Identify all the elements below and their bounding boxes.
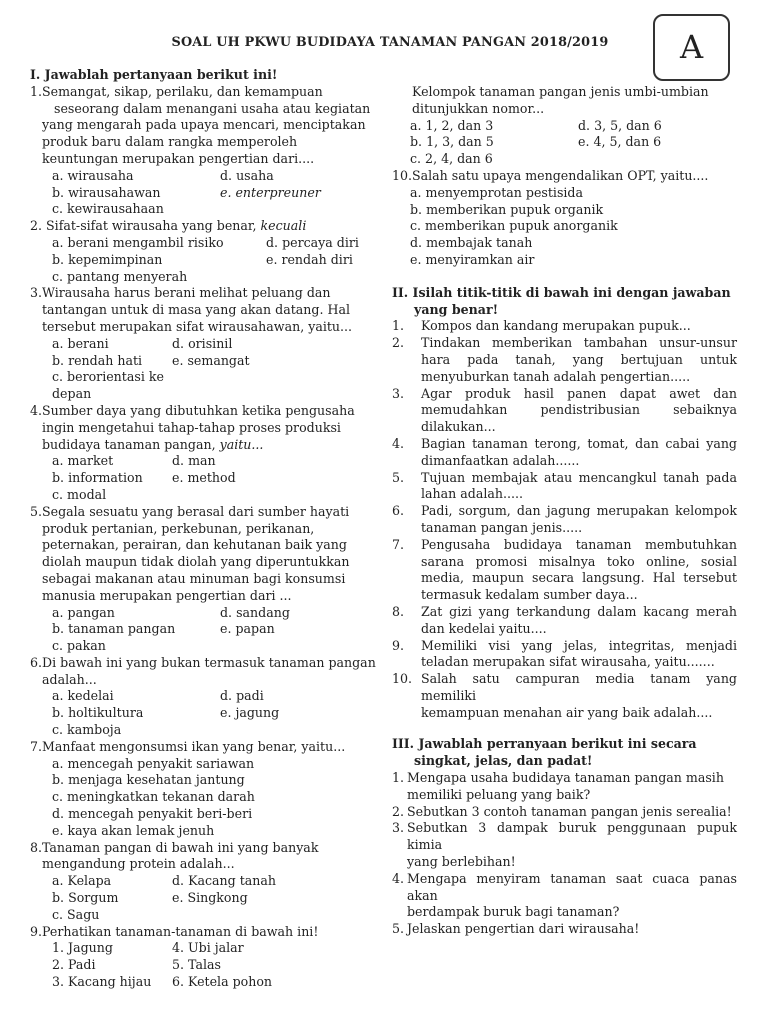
option: 4. Ubi jalar xyxy=(172,940,244,956)
question-line: keuntungan merupakan pengertian dari.... xyxy=(42,150,315,166)
answer-options xyxy=(30,688,384,738)
question-10 xyxy=(392,168,737,185)
item-number: 3. xyxy=(392,385,405,401)
list-item xyxy=(392,921,737,938)
question-number: 3. xyxy=(30,285,43,301)
question-line: tantangan untuk di masa yang akan datang. Hal xyxy=(42,302,350,318)
option: e. papan xyxy=(220,621,275,637)
question-line: seseorang dalam menangani usaha atau kegiatan xyxy=(54,100,371,116)
question-number: 6. xyxy=(30,654,43,670)
item-line: yang berlebihan! xyxy=(407,854,516,870)
list-item xyxy=(392,671,737,721)
question-italic: kecuali xyxy=(260,218,307,234)
item-text xyxy=(407,804,737,821)
option: a. berani xyxy=(52,335,109,351)
left-column xyxy=(30,67,384,991)
question-line: sebagai makanan atau minuman bagi konsumsi xyxy=(42,570,346,586)
item-text xyxy=(407,820,737,870)
option: e. method xyxy=(172,470,236,486)
question-line: Manfaat mengonsumsi ikan yang benar, yaitu... xyxy=(42,738,346,754)
item-number: 2. xyxy=(392,803,405,819)
question-line: Semangat, sikap, perilaku, dan kemampuan xyxy=(42,83,323,99)
question-number: 7. xyxy=(30,738,43,754)
option: a. 1, 2, dan 3 xyxy=(410,117,494,133)
section-2-heading: II. Isilah titik-titik di bawah ini dengan jawaban xyxy=(392,284,731,300)
list-item xyxy=(392,604,737,638)
variant-box: A xyxy=(653,14,730,81)
item-text xyxy=(421,335,737,385)
option: a. pangan xyxy=(52,604,115,620)
question-1 xyxy=(30,84,384,168)
item-line: Pengusaha budidaya tanaman membutuhkan xyxy=(421,536,737,552)
item-text xyxy=(407,921,737,938)
question-line: mengandung protein adalah... xyxy=(42,856,235,872)
question-line: ditunjukkan nomor... xyxy=(412,100,545,116)
section-3-heading: III. Jawablah perranyaan berikut ini secara xyxy=(392,736,697,752)
item-line: Sebutkan 3 dampak buruk penggunaan pupuk kimia xyxy=(407,820,737,853)
list-item xyxy=(392,804,737,821)
option: b. menjaga kesehatan jantung xyxy=(52,772,245,788)
item-line: hara pada tanah, yang bertujuan untuk xyxy=(421,351,737,367)
option: d. sandang xyxy=(220,604,290,620)
item-line: Kompos dan kandang merupakan pupuk... xyxy=(421,318,691,334)
item-number: 3. xyxy=(392,820,405,836)
question-9-continued xyxy=(392,84,737,118)
item-line: Zat gizi yang terkandung dalam kacang merah xyxy=(421,603,737,619)
list-item xyxy=(392,871,737,921)
item-number: 4. xyxy=(392,435,405,451)
option: d. usaha xyxy=(220,167,274,183)
question-8 xyxy=(30,840,384,874)
item-number: 6. xyxy=(392,503,405,519)
option: b. 1, 3, dan 5 xyxy=(410,134,494,150)
option: c. kamboja xyxy=(52,722,122,738)
option: b. Sorgum xyxy=(52,890,119,906)
question-line: peternakan, perairan, dan kehutanan baik yang xyxy=(42,537,347,553)
option: b. kepemimpinan xyxy=(52,251,163,267)
list-item xyxy=(392,537,737,604)
option: d. orisinil xyxy=(172,335,233,351)
item-line: berdampak buruk bagi tanaman? xyxy=(407,904,620,920)
option: b. wirausahawan xyxy=(52,184,161,200)
question-3 xyxy=(30,285,384,335)
option: c. Sagu xyxy=(52,906,100,922)
option: b. information xyxy=(52,470,143,486)
item-number: 2. xyxy=(392,335,405,351)
option: b. memberikan pupuk organik xyxy=(410,201,604,217)
item-number: 10. xyxy=(392,671,413,687)
item-line: Memiliki visi yang jelas, integritas, menjadi xyxy=(421,637,737,653)
option: 6. Ketela pohon xyxy=(172,974,273,990)
question-line: manusia merupakan pengertian dari ... xyxy=(42,587,292,603)
question-text: budidaya tanaman pangan, xyxy=(42,436,216,452)
item-line: Mengapa menyiram tanaman saat cuaca panas akan xyxy=(407,870,737,903)
option: e. Singkong xyxy=(172,890,248,906)
question-number: 4. xyxy=(30,402,43,418)
question-italic: yaitu... xyxy=(219,436,264,452)
option: e. jagung xyxy=(220,705,280,721)
question-5 xyxy=(30,504,384,605)
item-text xyxy=(421,503,737,537)
option: a. wirausaha xyxy=(52,167,134,183)
question-line: produk pertanian, perkebunan, perikanan, xyxy=(42,520,315,536)
item-text xyxy=(421,318,737,335)
section-2-list xyxy=(392,318,737,721)
question-line: Perhatikan tanaman-tanaman di bawah ini! xyxy=(42,923,319,939)
item-number: 5. xyxy=(392,469,405,485)
option: a. berani mengambil risiko xyxy=(52,234,224,250)
item-line: media, maupun secara langsung. Hal tersebut xyxy=(421,570,737,586)
list-item xyxy=(392,436,737,470)
question-line: Salah satu upaya mengendalikan OPT, yaitu.... xyxy=(412,167,709,183)
option: a. kedelai xyxy=(52,688,114,704)
item-number: 5. xyxy=(392,921,405,937)
question-6 xyxy=(30,655,384,689)
option: d. Kacang tanah xyxy=(172,873,277,889)
item-text xyxy=(407,770,737,804)
option: a. mencegah penyakit sariawan xyxy=(52,755,255,771)
list-item xyxy=(392,335,737,385)
item-line: Tindakan memberikan tambahan unsur-unsur xyxy=(421,335,737,351)
item-line: lahan adalah..... xyxy=(421,486,524,502)
option: d. membajak tanah xyxy=(410,235,533,251)
item-line: memudahkan pendistribusian sebaiknya xyxy=(421,402,737,418)
exam-title: SOAL UH PKWU BUDIDAYA TANAMAN PANGAN 2018/2019 xyxy=(171,35,609,50)
item-number: 9. xyxy=(392,637,405,653)
list-item xyxy=(392,470,737,504)
option: d. 3, 5, dan 6 xyxy=(578,117,662,133)
item-line: kemampuan menahan air yang baik adalah.... xyxy=(421,704,713,720)
option: c. memberikan pupuk anorganik xyxy=(410,218,618,234)
option: e. enterpreuner xyxy=(220,184,321,200)
question-line xyxy=(42,437,384,454)
item-line: Jelaskan pengertian dari wirausaha! xyxy=(407,921,640,937)
option: d. mencegah penyakit beri-beri xyxy=(52,806,253,822)
question-line: tersebut merupakan sifat wirausahawan, yaitu... xyxy=(42,318,353,334)
list-item xyxy=(392,770,737,804)
option: d. man xyxy=(172,453,216,469)
item-text xyxy=(421,386,737,436)
item-text xyxy=(421,436,737,470)
option: e. rendah diri xyxy=(266,251,353,267)
item-line: memiliki peluang yang baik? xyxy=(407,786,591,802)
question-number: 8. xyxy=(30,839,43,855)
option: 2. Padi xyxy=(52,957,96,973)
item-line: Salah satu campuran media tanam yang memiliki xyxy=(421,671,737,703)
question-7 xyxy=(30,739,384,756)
question-line: ingin mengetahui tahap-tahap proses produksi xyxy=(42,419,341,435)
item-line: dimanfaatkan adalah...... xyxy=(421,452,580,468)
item-line: termasuk kedalam sumber daya... xyxy=(421,587,638,603)
answer-options xyxy=(30,873,384,923)
section-3-list xyxy=(392,770,737,938)
item-line: dilakukan... xyxy=(421,419,496,435)
option: d. padi xyxy=(220,688,264,704)
item-line: teladan merupakan sifat wirausaha, yaitu....... xyxy=(421,654,715,670)
question-line: Di bawah ini yang bukan termasuk tanaman pangan xyxy=(42,654,376,670)
item-line: Tujuan membajak atau mencangkul tanah pada xyxy=(421,469,737,485)
question-2 xyxy=(30,218,384,235)
item-text xyxy=(421,537,737,604)
question-number: 10. xyxy=(392,167,413,183)
option: a. menyemprotan pestisida xyxy=(410,184,584,200)
item-number: 1. xyxy=(392,318,405,334)
option: b. holtikultura xyxy=(52,705,144,721)
option: c. pantang menyerah xyxy=(52,268,188,284)
option: e. 4, 5, dan 6 xyxy=(578,134,662,150)
list-item xyxy=(392,503,737,537)
answer-options xyxy=(30,940,384,990)
question-line: Segala sesuatu yang berasal dari sumber hayati xyxy=(42,503,350,519)
item-line: sarana promosi misalnya toko online, sosial xyxy=(421,553,737,569)
section-3-heading-cont: singkat, jelas, dan padat! xyxy=(414,753,593,769)
item-line: Mengapa usaha budidaya tanaman pangan masih xyxy=(407,770,724,786)
answer-options xyxy=(392,185,737,269)
item-line: menyuburkan tanah adalah pengertian..... xyxy=(421,368,691,384)
option: c. 2, 4, dan 6 xyxy=(410,151,493,167)
item-text xyxy=(407,871,737,921)
answer-options xyxy=(392,118,737,168)
answer-options xyxy=(30,453,384,503)
option: e. kaya akan lemak jenuh xyxy=(52,822,215,838)
item-text xyxy=(421,638,737,672)
item-text xyxy=(421,604,737,638)
question-line: adalah... xyxy=(42,671,97,687)
question-number: 5. xyxy=(30,503,43,519)
item-line: dan kedelai yaitu.... xyxy=(421,620,547,636)
question-4 xyxy=(30,403,384,453)
question-line: Tanaman pangan di bawah ini yang banyak xyxy=(42,839,319,855)
item-line: Bagian tanaman terong, tomat, dan cabai yang xyxy=(421,435,737,451)
item-number: 4. xyxy=(392,870,405,886)
answer-options xyxy=(30,168,384,218)
option: e. menyiramkan air xyxy=(410,251,535,267)
option: 1. Jagung xyxy=(52,940,113,956)
list-item xyxy=(392,820,737,870)
item-text xyxy=(421,470,737,504)
list-item xyxy=(392,318,737,335)
question-number: 1. xyxy=(30,83,43,99)
answer-options xyxy=(30,756,384,840)
option: 5. Talas xyxy=(172,957,221,973)
question-number: 2. xyxy=(30,218,43,234)
option: c. pakan xyxy=(52,638,106,654)
answer-options xyxy=(30,235,384,285)
question-number: 9. xyxy=(30,923,43,939)
option: e. semangat xyxy=(172,352,250,368)
section-1-heading: I. Jawablah pertanyaan berikut ini! xyxy=(30,67,278,82)
option: c. berorientasi ke depan xyxy=(52,369,164,402)
item-line: Agar produk hasil panen dapat awet dan xyxy=(421,385,737,401)
question-line: Sumber daya yang dibutuhkan ketika pengusaha xyxy=(42,402,355,418)
item-text xyxy=(421,671,737,721)
answer-options xyxy=(30,336,384,403)
question-9 xyxy=(30,924,384,941)
answer-options xyxy=(30,605,384,655)
item-number: 7. xyxy=(392,536,405,552)
question-line: Kelompok tanaman pangan jenis umbi-umbian xyxy=(412,84,709,99)
right-column xyxy=(392,84,737,938)
item-line: Padi, sorgum, dan jagung merupakan kelompok xyxy=(421,503,737,519)
option: 3. Kacang hijau xyxy=(52,974,152,990)
question-text: Sifat-sifat wirausaha yang benar, xyxy=(46,218,257,234)
section-2-heading-cont: yang benar! xyxy=(414,301,499,317)
option: b. rendah hati xyxy=(52,352,143,368)
option: d. percaya diri xyxy=(266,234,359,250)
option: c. meningkatkan tekanan darah xyxy=(52,789,255,805)
list-item xyxy=(392,386,737,436)
option: a. Kelapa xyxy=(52,873,112,889)
option: a. market xyxy=(52,453,114,469)
item-line: tanaman pangan jenis..... xyxy=(421,519,583,535)
item-line: Sebutkan 3 contoh tanaman pangan jenis serealia! xyxy=(407,803,732,819)
item-number: 1. xyxy=(392,770,405,786)
list-item xyxy=(392,638,737,672)
question-line: Wirausaha harus berani melihat peluang dan xyxy=(42,285,331,301)
question-line: diolah maupun tidak diolah yang diperuntukkan xyxy=(42,554,350,570)
option: c. kewirausahaan xyxy=(52,201,164,217)
item-number: 8. xyxy=(392,603,405,619)
question-line: yang mengarah pada upaya mencari, menciptakan xyxy=(42,117,366,133)
option: c. modal xyxy=(52,486,107,502)
question-line: produk baru dalam rangka memperoleh xyxy=(42,134,298,150)
option: b. tanaman pangan xyxy=(52,621,176,637)
